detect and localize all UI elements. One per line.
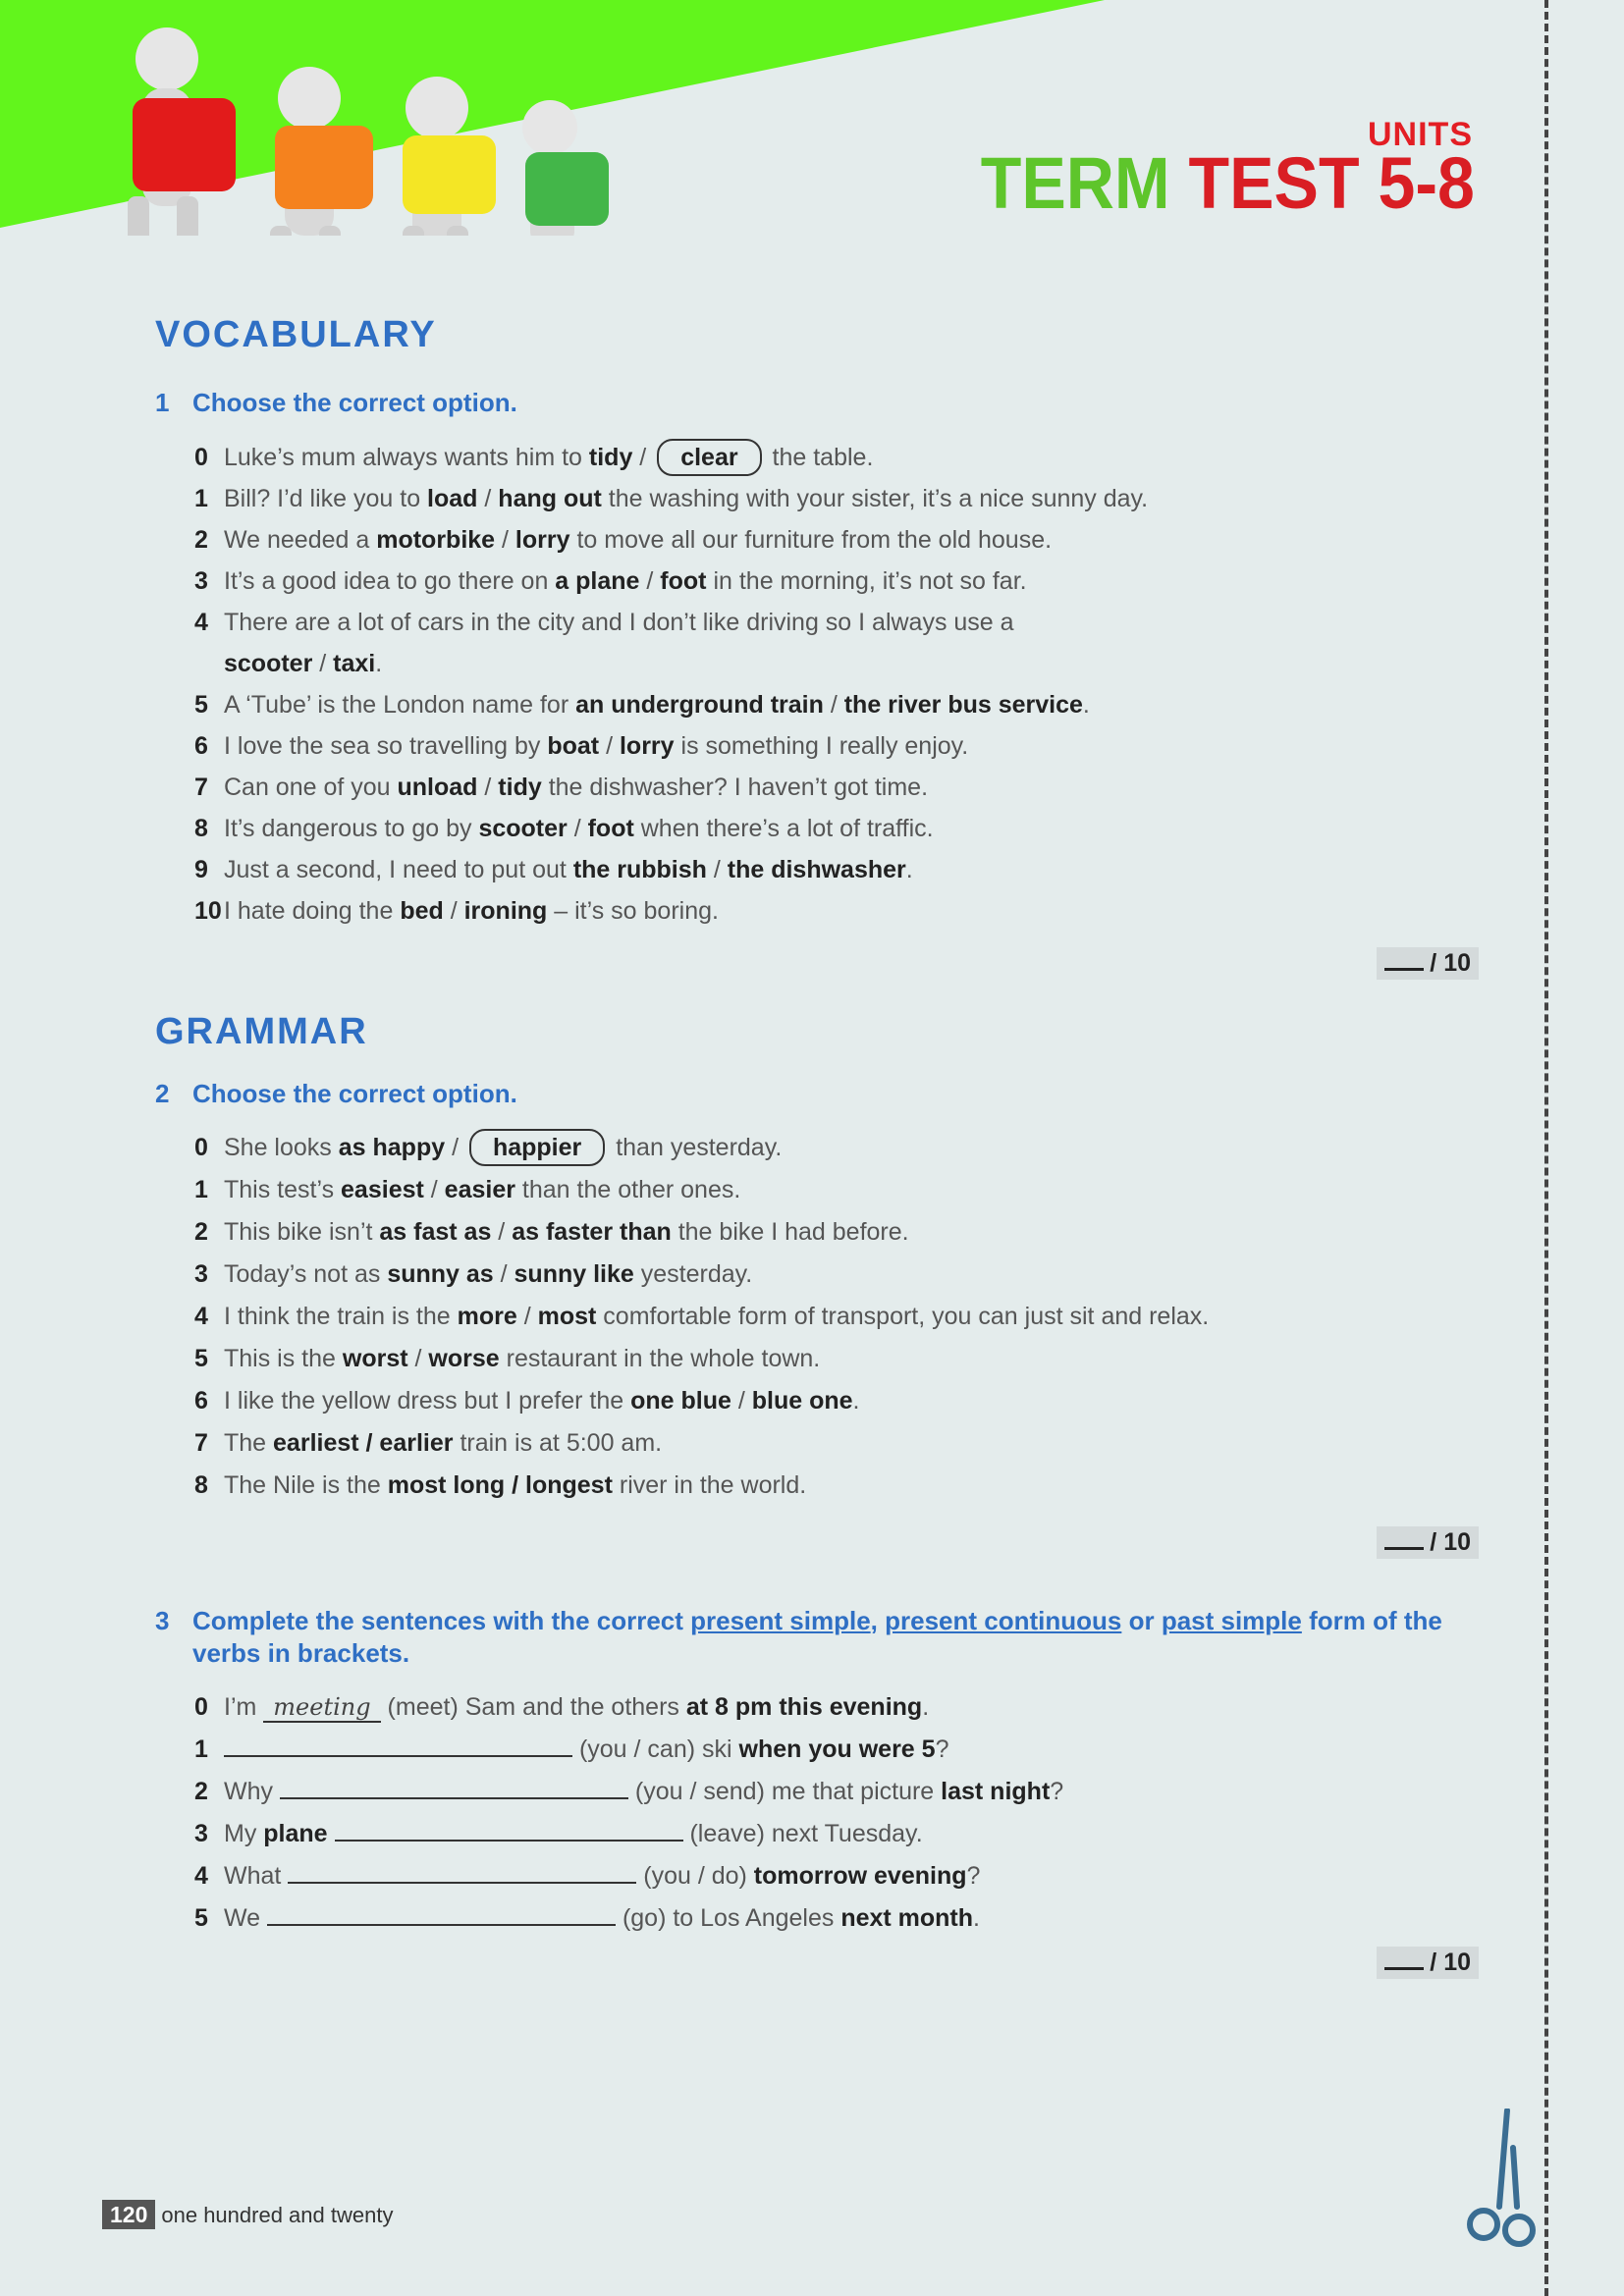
exercise-item bbox=[194, 849, 1471, 890]
exercise-item bbox=[194, 478, 1471, 519]
item-number: 2 bbox=[194, 526, 208, 554]
score-label: / 10 bbox=[1430, 1528, 1471, 1556]
exercise-item bbox=[194, 725, 1471, 767]
item-text: This is the worst / worse restaurant in the whole town. bbox=[224, 1345, 821, 1372]
exercise-item bbox=[194, 602, 1471, 684]
title-test: TEST 5-8 bbox=[1188, 142, 1475, 224]
exercise-instruction: Complete the sentences with the correct present simple, present continuous or past simple form of the verbs in brackets. bbox=[192, 1606, 1442, 1668]
item-number: 5 bbox=[194, 691, 208, 719]
item-number: 8 bbox=[194, 815, 208, 842]
exercise-item bbox=[194, 1338, 1471, 1380]
exercise-3-items bbox=[194, 1686, 1471, 1940]
item-text: The Nile is the most long / longest river in the world. bbox=[224, 1471, 807, 1499]
exercise-item bbox=[194, 1771, 1471, 1813]
exercise-instruction: Choose the correct option. bbox=[192, 1079, 517, 1108]
exercise-item bbox=[194, 890, 1471, 932]
item-number: 6 bbox=[194, 732, 208, 760]
units-label: UNITS bbox=[1368, 116, 1473, 153]
item-number: 0 bbox=[194, 1134, 208, 1161]
item-text: Bill? I’d like you to load / hang out the washing with your sister, it’s a nice sunny day. bbox=[224, 485, 1149, 512]
exercise-item bbox=[194, 1897, 1471, 1940]
item-text: I’m meeting (meet) Sam and the others at 8 pm this evening. bbox=[224, 1693, 930, 1721]
item-text: There are a lot of cars in the city and I don’t like driving so I always use a scooter / taxi. bbox=[224, 609, 1014, 677]
item-text: We needed a motorbike / lorry to move all our furniture from the old house. bbox=[224, 526, 1053, 554]
exercise-item bbox=[194, 767, 1471, 808]
item-text: (you / can) ski when you were 5? bbox=[224, 1735, 948, 1763]
item-number: 2 bbox=[194, 1218, 208, 1246]
exercise-number: 3 bbox=[155, 1606, 170, 1635]
scissors-icon bbox=[1458, 2109, 1537, 2256]
item-text: My plane (leave) next Tuesday. bbox=[224, 1820, 923, 1847]
item-number: 0 bbox=[194, 444, 208, 471]
item-number: 4 bbox=[194, 1303, 208, 1330]
item-number: 7 bbox=[194, 774, 208, 801]
item-text: I hate doing the bed / ironing – it’s so boring. bbox=[224, 897, 719, 925]
exercise-item bbox=[194, 519, 1471, 561]
item-number: 7 bbox=[194, 1429, 208, 1457]
item-number: 1 bbox=[194, 1176, 208, 1203]
item-text: Just a second, I need to put out the rubbish / the dishwasher. bbox=[224, 856, 913, 883]
vocabulary-heading: VOCABULARY bbox=[155, 314, 437, 355]
item-number: 10 bbox=[194, 897, 222, 925]
exercise-item bbox=[194, 1465, 1471, 1507]
exercise-item bbox=[194, 437, 1471, 478]
item-text: This bike isn’t as fast as / as faster than the bike I had before. bbox=[224, 1218, 909, 1246]
score-label: / 10 bbox=[1430, 949, 1471, 977]
item-text: Today’s not as sunny as / sunny like yesterday. bbox=[224, 1260, 753, 1288]
exercise-3-heading bbox=[155, 1605, 1481, 1670]
page-number-words: one hundred and twenty bbox=[161, 2203, 394, 2227]
score-box bbox=[1377, 1526, 1479, 1559]
item-text: Why (you / send) me that picture last night? bbox=[224, 1778, 1064, 1805]
exercise-item bbox=[194, 1729, 1471, 1771]
item-number: 5 bbox=[194, 1904, 208, 1932]
item-text: She looks as happy / happier than yesterday. bbox=[224, 1134, 782, 1161]
exercise-instruction: Choose the correct option. bbox=[192, 388, 517, 417]
score-label: / 10 bbox=[1430, 1949, 1471, 1976]
item-text: I like the yellow dress but I prefer the one blue / blue one. bbox=[224, 1387, 860, 1415]
item-text: What (you / do) tomorrow evening? bbox=[224, 1862, 981, 1890]
grammar-heading: GRAMMAR bbox=[155, 1011, 368, 1052]
exercise-1-items bbox=[194, 437, 1471, 932]
exercise-item bbox=[194, 1254, 1471, 1296]
exercise-item bbox=[194, 1813, 1471, 1855]
item-text: It’s dangerous to go by scooter / foot when there’s a lot of traffic. bbox=[224, 815, 934, 842]
item-number: 1 bbox=[194, 485, 208, 512]
exercise-2-heading bbox=[155, 1078, 1481, 1110]
item-number: 5 bbox=[194, 1345, 208, 1372]
exercise-item bbox=[194, 1211, 1471, 1254]
item-number: 1 bbox=[194, 1735, 208, 1763]
item-number: 8 bbox=[194, 1471, 208, 1499]
score-box bbox=[1377, 947, 1479, 980]
item-number: 9 bbox=[194, 856, 208, 883]
item-text: I think the train is the more / most comfortable form of transport, you can just sit and relax. bbox=[224, 1303, 1210, 1330]
cut-line bbox=[1544, 0, 1548, 2296]
item-number: 4 bbox=[194, 609, 208, 636]
item-number: 6 bbox=[194, 1387, 208, 1415]
exercise-item bbox=[194, 1855, 1471, 1897]
exercise-item bbox=[194, 1169, 1471, 1211]
exercise-item bbox=[194, 684, 1471, 725]
item-number: 3 bbox=[194, 1820, 208, 1847]
item-text: We (go) to Los Angeles next month. bbox=[224, 1904, 980, 1932]
exercise-item bbox=[194, 1686, 1471, 1729]
item-text: I love the sea so travelling by boat / lorry is something I really enjoy. bbox=[224, 732, 969, 760]
item-text: It’s a good idea to go there on a plane / foot in the morning, it’s not so far. bbox=[224, 567, 1027, 595]
exercise-2-items bbox=[194, 1127, 1471, 1507]
exercise-item bbox=[194, 1296, 1471, 1338]
item-number: 0 bbox=[194, 1693, 208, 1721]
page-title bbox=[980, 142, 1475, 224]
exercise-item bbox=[194, 1422, 1471, 1465]
item-text: Can one of you unload / tidy the dishwasher? I haven’t got time. bbox=[224, 774, 929, 801]
exercise-1-heading bbox=[155, 387, 1481, 419]
page-footer bbox=[102, 2202, 393, 2228]
title-term: TERM bbox=[980, 142, 1170, 224]
exercise-item bbox=[194, 561, 1471, 602]
score-box bbox=[1377, 1947, 1479, 1979]
exercise-number: 2 bbox=[155, 1079, 170, 1108]
page-number: 120 bbox=[102, 2200, 155, 2229]
exercise-number: 1 bbox=[155, 388, 170, 417]
item-number: 3 bbox=[194, 567, 208, 595]
item-text: A ‘Tube’ is the London name for an underground train / the river bus service. bbox=[224, 691, 1090, 719]
item-number: 3 bbox=[194, 1260, 208, 1288]
item-text: The earliest / earlier train is at 5:00 am. bbox=[224, 1429, 663, 1457]
exercise-item bbox=[194, 808, 1471, 849]
item-number: 2 bbox=[194, 1778, 208, 1805]
item-text: Luke’s mum always wants him to tidy / clear the table. bbox=[224, 444, 873, 471]
item-text: This test’s easiest / easier than the other ones. bbox=[224, 1176, 741, 1203]
item-number: 4 bbox=[194, 1862, 208, 1890]
exercise-item bbox=[194, 1380, 1471, 1422]
exercise-item bbox=[194, 1127, 1471, 1169]
